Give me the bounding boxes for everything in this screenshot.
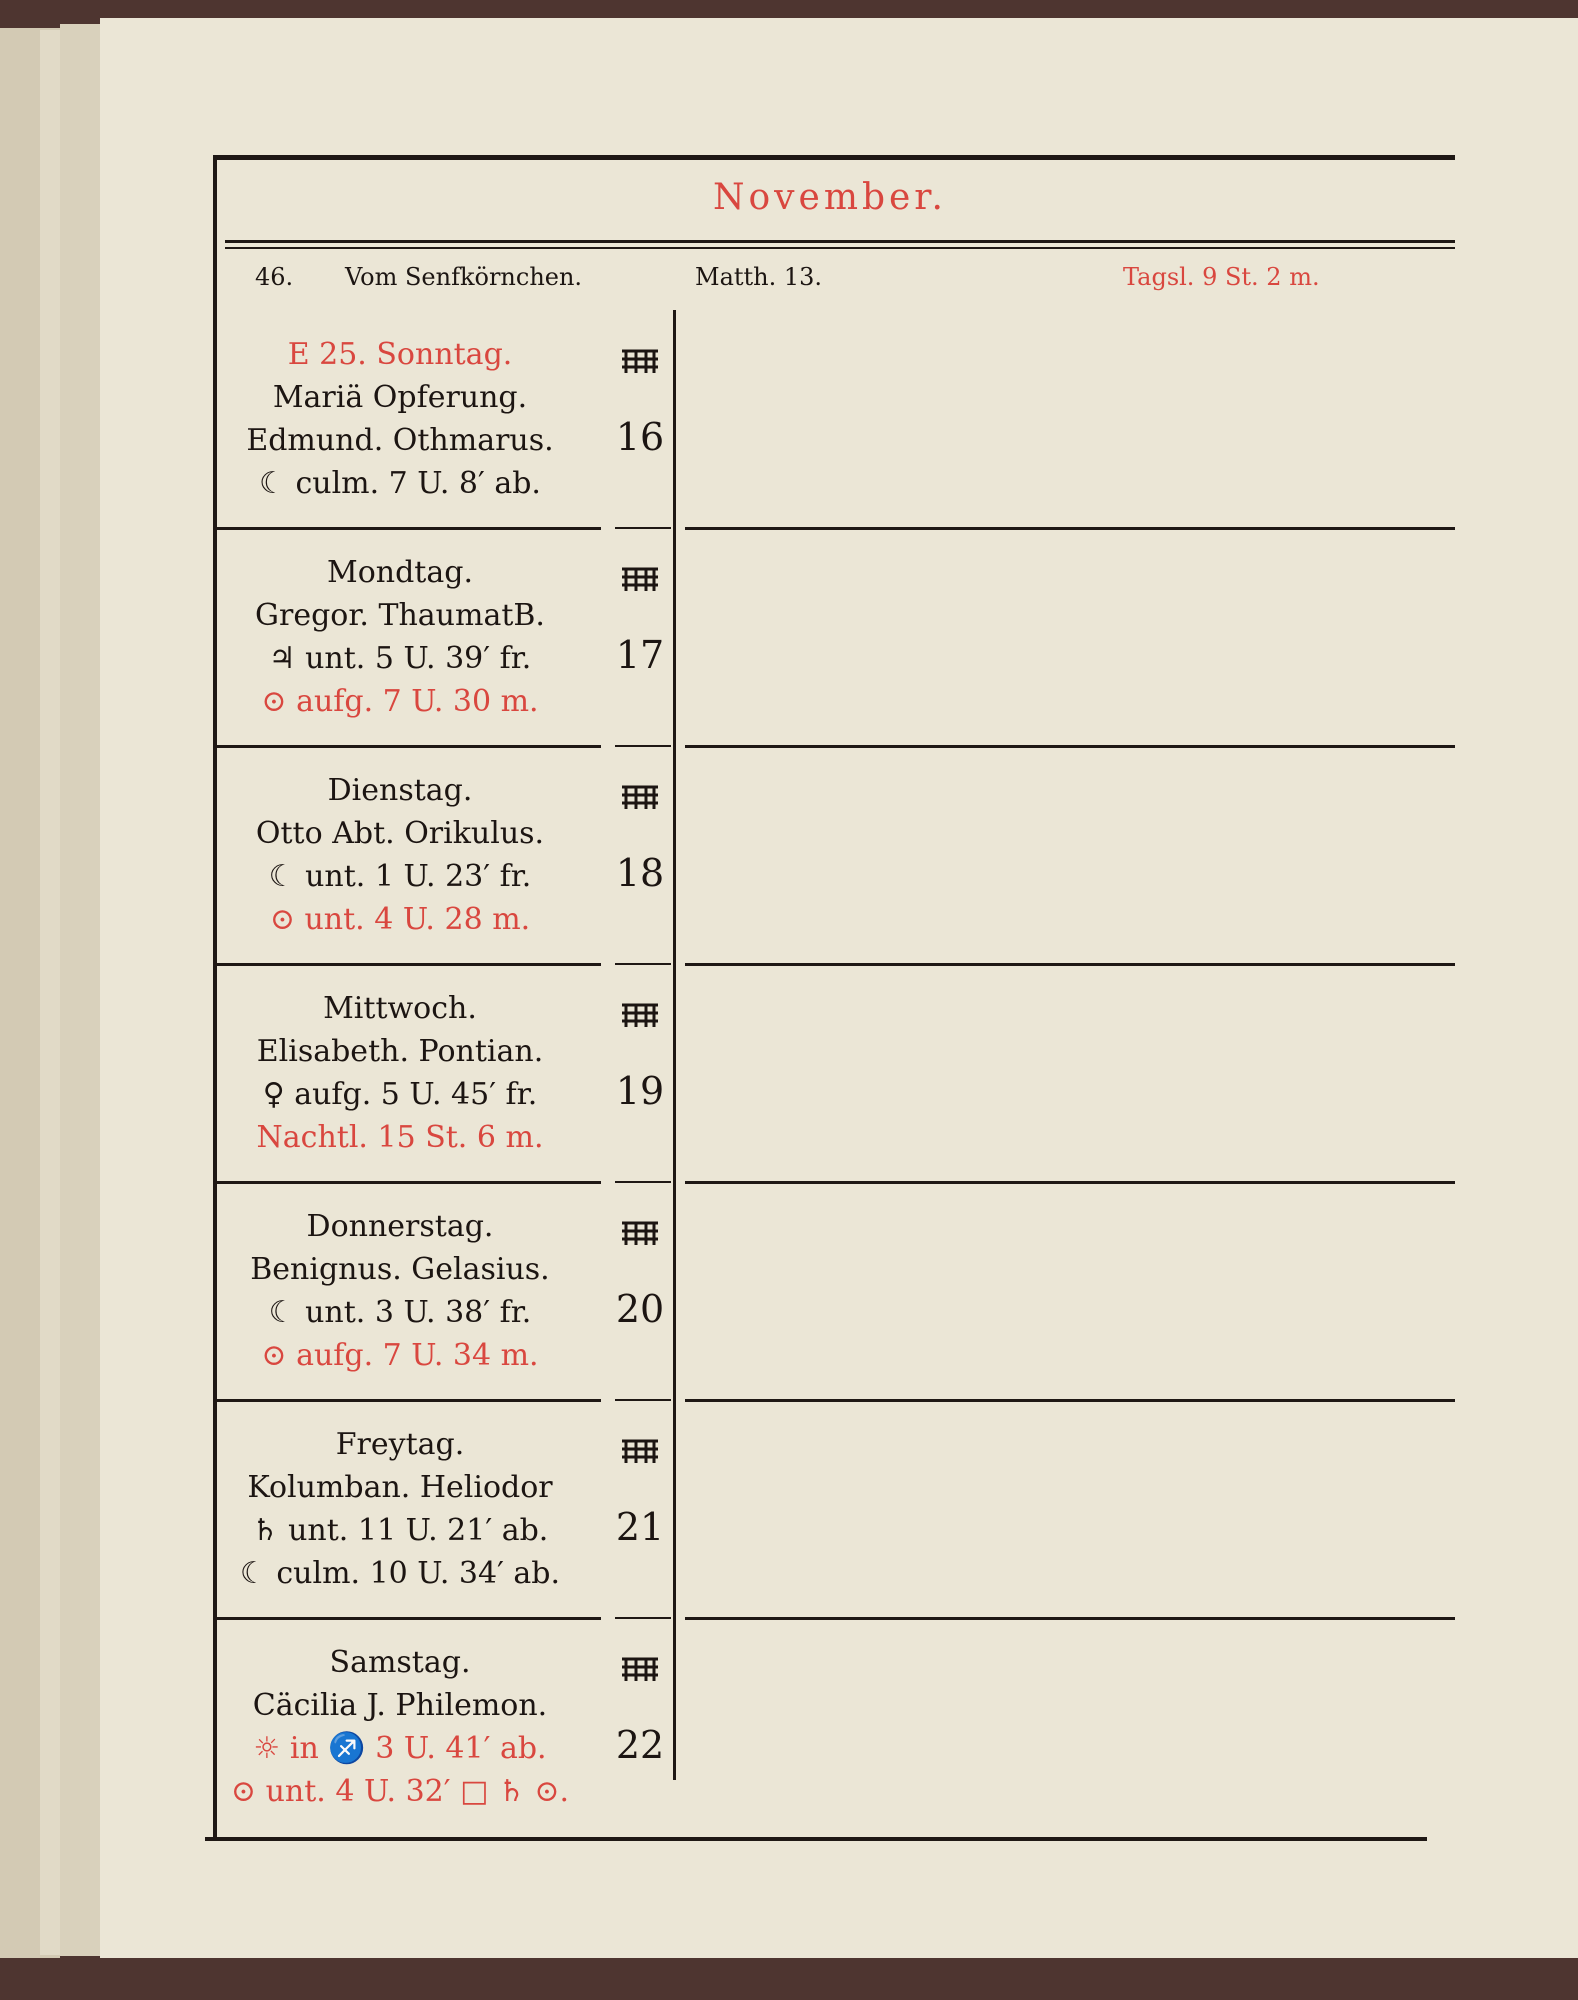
date-number: 20 — [615, 1287, 665, 1331]
day-line: ♄ unt. 11 U. 21′ ab. — [251, 1513, 549, 1548]
row-divider — [685, 1399, 1455, 1402]
row-divider — [615, 745, 671, 747]
date-column-rule — [673, 310, 676, 1780]
day-name: Mondtag. — [327, 555, 473, 590]
row-divider — [615, 527, 671, 529]
day-line: Kolumban. Heliodor — [247, 1470, 553, 1505]
sagittarius-sign-icon — [618, 345, 662, 379]
row-divider — [685, 745, 1455, 748]
bottom-rule — [205, 1837, 1427, 1841]
day-name: Mittwoch. — [323, 991, 477, 1026]
week-number: 46. — [255, 263, 294, 291]
row-divider — [217, 1399, 601, 1402]
day-line: Benignus. Gelasius. — [250, 1252, 550, 1287]
row-divider — [217, 963, 601, 966]
date-number: 17 — [615, 633, 665, 677]
day-line: ☾ culm. 7 U. 8′ ab. — [259, 466, 541, 501]
day-length: Tagsl. 9 St. 2 m. — [1123, 263, 1320, 291]
day-line: Cäcilia J. Philemon. — [252, 1688, 548, 1723]
capricorn-sign-icon — [618, 1217, 662, 1251]
capricorn-sign-icon — [618, 999, 662, 1033]
date-number: 18 — [615, 851, 665, 895]
row-divider — [615, 1399, 671, 1401]
day-line: Mariä Opferung. — [272, 380, 528, 415]
day-line: Nachtl. 15 St. 6 m. — [256, 1120, 544, 1155]
row-divider — [217, 527, 601, 530]
day-line: ⊙ unt. 4 U. 32′ □ ♄ ⊙. — [230, 1774, 570, 1809]
day-line: Edmund. Othmarus. — [246, 423, 554, 458]
day-line: ⊙ aufg. 7 U. 30 m. — [261, 684, 539, 719]
day-line: ☾ unt. 1 U. 23′ fr. — [268, 859, 532, 894]
row-divider — [685, 1181, 1455, 1184]
day-name: Samstag. — [329, 1645, 471, 1680]
aquarius-sign-icon — [618, 1653, 662, 1687]
row-divider — [217, 1181, 601, 1184]
day-name: Donnerstag. — [306, 1209, 494, 1244]
date-number: 22 — [615, 1723, 665, 1767]
month-title: November. — [713, 177, 947, 218]
row-divider — [685, 527, 1455, 530]
day-line: ⊙ aufg. 7 U. 34 m. — [261, 1338, 539, 1373]
calendar-table — [205, 155, 1455, 1845]
row-divider — [217, 1617, 601, 1620]
day-entry — [205, 1623, 595, 1831]
day-name: E 25. Sonntag. — [287, 337, 513, 372]
day-entry — [205, 315, 595, 523]
row-divider — [615, 963, 671, 965]
row-divider — [217, 745, 601, 748]
row-divider — [615, 1181, 671, 1183]
day-line: ☾ unt. 3 U. 38′ fr. — [268, 1295, 532, 1330]
day-line: Elisabeth. Pontian. — [256, 1034, 544, 1069]
day-entry — [205, 969, 595, 1177]
day-line: ♃ unt. 5 U. 39′ fr. — [268, 641, 532, 676]
header-rule — [225, 240, 1455, 243]
day-entry — [205, 533, 595, 741]
day-line: ⊙ unt. 4 U. 28 m. — [269, 902, 531, 937]
date-number: 16 — [615, 415, 665, 459]
day-name: Dienstag. — [327, 773, 473, 808]
day-line: Otto Abt. Orikulus. — [255, 816, 545, 851]
day-line: ☼ in ♐ 3 U. 41′ ab. — [253, 1731, 547, 1766]
day-line: ♀ aufg. 5 U. 45′ fr. — [262, 1077, 538, 1112]
day-entry — [205, 1405, 595, 1613]
gospel-title: Vom Senfkörnchen. — [345, 263, 583, 291]
row-divider — [615, 1617, 671, 1619]
day-line: Gregor. ThaumatB. — [255, 598, 545, 633]
day-line: ☾ culm. 10 U. 34′ ab. — [239, 1556, 561, 1591]
row-divider — [685, 963, 1455, 966]
date-number: 19 — [615, 1069, 665, 1113]
capricorn-sign-icon — [618, 781, 662, 815]
capricorn-sign-icon — [618, 1435, 662, 1469]
top-rule — [217, 155, 1455, 160]
gospel-reference: Matth. 13. — [695, 263, 823, 291]
date-number: 21 — [615, 1505, 665, 1549]
day-entry — [205, 1187, 595, 1395]
day-name: Freytag. — [335, 1427, 465, 1462]
day-entry — [205, 751, 595, 959]
row-divider — [685, 1617, 1455, 1620]
header-rule — [225, 247, 1455, 249]
sagittarius-sign-icon — [618, 563, 662, 597]
